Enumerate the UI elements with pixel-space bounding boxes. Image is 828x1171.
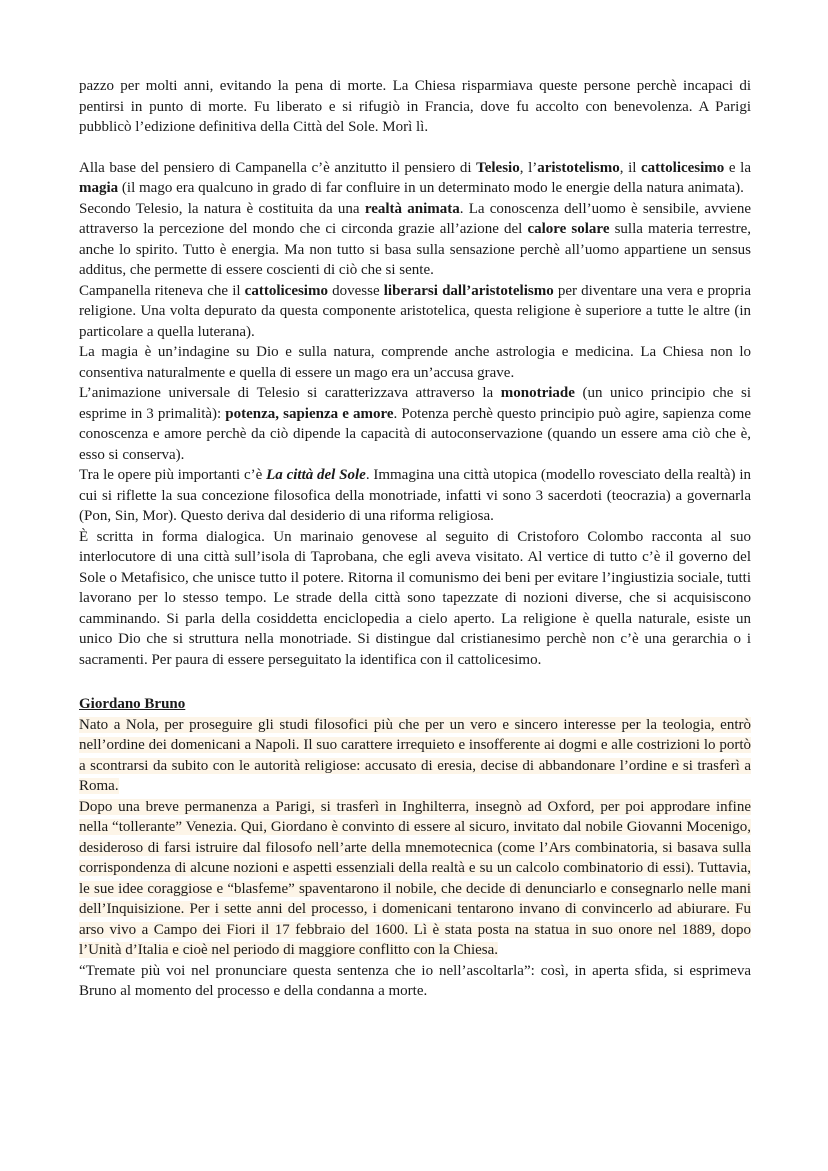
text-run: L’animazione universale di Telesio si caratterizzava attraverso la — [79, 385, 501, 401]
text-run: Secondo Telesio, la natura è costituita da una — [79, 200, 365, 217]
text-run: , l’ — [519, 159, 538, 176]
paragraph-dialogica: È scritta in forma dialogica. Un marinaio genovese al seguito di Cristoforo Colombo racconta al suo interlocutore di una città sull’isola di Taprobana, che egli aveva visitato. Al vertice di tutto c’è il governo del Sole o Metafisico, che unisce tutto il potere. Ritorna il comunismo dei beni per evitare l’ingiustizia sociale, tutti lavorano per lo stesso tempo. Le strade della città sono tapezzate di nozioni diverse, che si acquisiscono camminando. Si parla della cosiddetta enciclopedia a cielo aperto. La religione è quella naturale, esiste un unico Dio che si struttura nella monotriade. Si distingue dal cristianesimo perchè non c’è una gerarchia o i sacramenti. Per paura di essere perseguitato la identifica con il cattolicesimo. — [79, 528, 751, 668]
text-run: (il mago era qualcuno in grado di far confluire in un determinato modo le energie della natura animata). — [118, 180, 744, 196]
text-run: (un unico principio che si esprime in 3 primalità): — [79, 385, 752, 422]
text-run: Campanella riteneva che il — [79, 282, 245, 299]
paragraph-bruno-quote: “Tremate più voi nel pronunciare questa sentenza che io nell’ascoltarla”: così, in aperta sfida, si esprimeva Bruno al momento del processo e della condanna a morte. — [79, 962, 751, 999]
bold-italic-title: La città del Sole — [266, 467, 366, 483]
text-run: . Immagina una città utopica (modello rovesciato della realtà) in cui si riflette la sua concezione filosofica della monotriade, infatti vi sono 3 sacerdoti (teocrazia) a governarla (Pon, Sin, Mor). Questo deriva dal desiderio di una riforma religiosa. — [79, 467, 751, 524]
text-run: . La conoscenza dell’uomo è sensibile, avviene attraverso la percezione del mondo che ci circonda grazie all’azione del — [79, 200, 751, 237]
paragraph-monotriade — [79, 383, 751, 465]
text-run: Tra le opere più importanti c’è — [79, 467, 267, 483]
highlighted-text: Nato a Nola, per proseguire gli studi filosofici più che per un vero e sincero interesse per la teologia, entrò nell’ordine dei domenicani a Napoli. Il suo carattere irrequieto e insofferente ai dogmi e alle costrizioni lo portò a scontrarsi da subito con le autorità religiose: accusato di eresia, decise di abbandonare l’ordine e si trasferì a Roma. — [79, 716, 751, 794]
bold-term: calore solare — [527, 221, 610, 237]
text-run: dovesse — [327, 282, 384, 299]
text-run: sulla materia terrestre, anche lo spirito. Tutto è energia. Ma non tutto si basa sulla sensazione perchè all’uomo appartiene un sensus additus, che permette di essere coscienti di ciò che si sente. — [79, 221, 751, 278]
bold-term: cattolicesimo — [244, 282, 328, 299]
bold-term: potenza, sapienza e amore — [225, 405, 394, 422]
text-run: e la — [724, 159, 751, 176]
text-run: per diventare una vera e propria religione. Una volta depurato da questa componente aristotelica, questa religione è superiore a tutte le altre (in particolare a quella luterana). — [79, 282, 751, 340]
paragraph-bruno-travels — [79, 797, 751, 961]
paragraph-citta-del-sole — [79, 465, 751, 527]
paragraph-cattolicesimo — [79, 281, 751, 343]
bold-term: monotriade — [500, 385, 575, 401]
section-spacer — [79, 670, 751, 694]
text-run: . Potenza perchè questo principio può agire, sapienza come conoscenza e amore perchè da ciò dipende la capacità di autoconservazione (quando un essere ama ciò che è, esso si conserva). — [79, 405, 752, 463]
paragraph-spacer — [79, 138, 751, 158]
paragraph-telesio — [79, 199, 751, 281]
text-run: Alla base del pensiero di Campanella c’è anzitutto il pensiero di — [79, 159, 477, 176]
bold-term: Telesio — [476, 159, 520, 176]
bold-term: magia — [79, 180, 119, 196]
text-run: , il — [619, 159, 641, 176]
paragraph-magia: La magia è un’indagine su Dio e sulla natura, comprende anche astrologia e medicina. La Chiesa non lo consentiva naturalmente e quella di essere un mago era un’accusa grave. — [79, 344, 751, 381]
bold-term: liberarsi dall’aristotelismo — [383, 282, 554, 299]
highlighted-text: Dopo una breve permanenza a Parigi, si trasferì in Inghilterra, insegnò ad Oxford, per poi approdare infine nella “tollerante” Venezia. Qui, Giordano è convinto di essere al sicuro, invitato dal nobile Giovanni Mocenigo, desideroso di farsi istruire dal filosofo nell’arte della mnemotecnica (come l’Ars combinatoria, si basava sulla corrispondenza di alcune nozioni e aspetti essenziali della realtà e su un calcolo combinatorio di essi). Tuttavia, le sue idee coraggiose e “blasfeme” spaventarono il nobile, che decide di denunciarlo e consegnarlo nelle mani dell’Inquisizione. Per i sette anni del processo, i domenicani tentarono invano di convincerlo ad abiurare. Fu arso vivo a Campo dei Fiori il 17 febbraio del 1600. Lì è stata posta na statua in suo onore nel 1889, dopo l’Unità d’Italia e cioè nel periodo di maggiore conflitto con la Chiesa. — [79, 798, 751, 958]
paragraph-bruno-origins — [79, 715, 751, 797]
paragraph-campanella-life: pazzo per molti anni, evitando la pena di morte. La Chiesa risparmiava queste persone perchè incapaci di pentirsi in punto di morte. Fu liberato e si rifugiò in Francia, dove fu accolto con benevolenza. A Parigi pubblicò l’edizione definitiva della Città del Sole. Morì lì. — [79, 78, 751, 135]
bold-term: aristotelismo — [537, 159, 620, 176]
bold-term: realtà animata — [364, 200, 460, 217]
bold-term: cattolicesimo — [641, 159, 725, 176]
paragraph-campanella-influences — [79, 158, 751, 199]
document-page — [79, 76, 751, 1002]
section-heading-giordano-bruno: Giordano Bruno — [79, 696, 186, 712]
